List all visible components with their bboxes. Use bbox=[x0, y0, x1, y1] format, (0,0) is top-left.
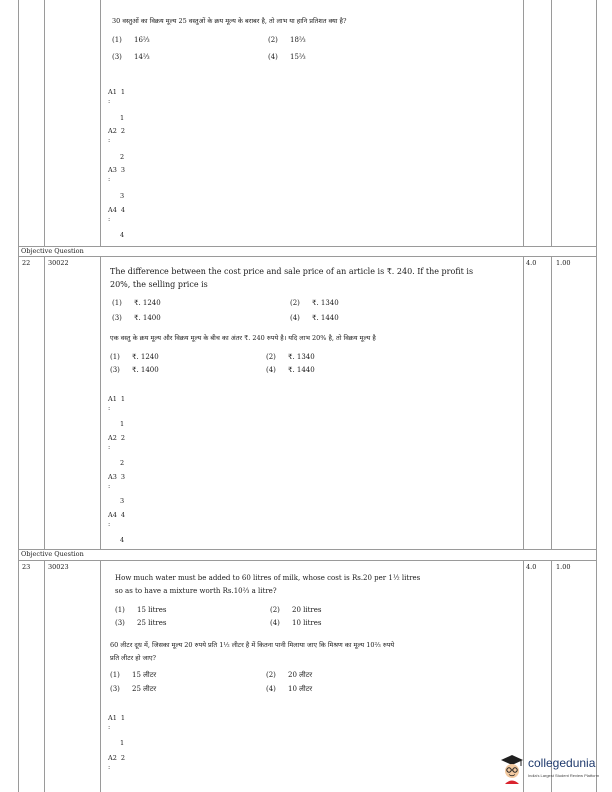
option-text: 16⅔ bbox=[134, 36, 150, 44]
negative-marks: 1.00 bbox=[556, 563, 571, 571]
option bbox=[290, 299, 339, 307]
option-text: ₹. 1240 bbox=[134, 299, 161, 307]
answer-colon: : bbox=[108, 97, 111, 105]
col-qid-border bbox=[100, 0, 101, 246]
logo-tagline: India's Largest Student Review Platform bbox=[528, 773, 600, 778]
option bbox=[266, 353, 315, 361]
option-number: (1) bbox=[112, 36, 122, 44]
option-number: (3) bbox=[115, 619, 125, 627]
row-divider bbox=[18, 246, 596, 247]
answer-option: 2 bbox=[120, 153, 125, 161]
answer-label: A2 bbox=[108, 754, 117, 762]
option bbox=[110, 685, 156, 694]
option-number: (2) bbox=[266, 671, 276, 679]
question-text-english-cont: so as to have a mixture worth Rs.10⅔ a litre? bbox=[115, 587, 277, 595]
option-number: (4) bbox=[268, 53, 278, 61]
answer-option: 1 bbox=[120, 114, 125, 122]
graduate-mascot-icon bbox=[500, 754, 524, 784]
question-text-hindi-cont: प्रति लीटर हो जाए? bbox=[110, 654, 157, 662]
right-border bbox=[596, 0, 597, 792]
option-text: 14⅔ bbox=[134, 53, 150, 61]
marks: 4.0 bbox=[526, 259, 537, 267]
option-text: ₹. 1440 bbox=[288, 366, 315, 374]
option-number: (1) bbox=[110, 353, 120, 361]
answer-row bbox=[108, 714, 125, 731]
option-number: (3) bbox=[110, 685, 120, 693]
answer-colon: : bbox=[108, 520, 111, 528]
question-type-label: Objective Question bbox=[21, 247, 84, 255]
logo-wordmark: collegedunia bbox=[528, 756, 596, 770]
option-text: ₹. 1400 bbox=[134, 314, 161, 322]
answer-value: 3 bbox=[120, 166, 125, 174]
option-text: 18⅔ bbox=[290, 36, 306, 44]
option-number: (3) bbox=[112, 53, 122, 61]
answer-colon: : bbox=[108, 482, 111, 490]
answer-row bbox=[108, 395, 125, 412]
question-text-hindi: एक वस्तु के क्रय मूल्य और विक्रय मूल्य के बीच का अंतर ₹. 240 रुपये है। यदि लाभ 20% है, तो विक्रय मूल्य है bbox=[110, 334, 376, 342]
option bbox=[110, 366, 159, 374]
answer-value: 4 bbox=[120, 206, 125, 214]
option bbox=[110, 671, 156, 680]
answer-label: A3 bbox=[108, 166, 117, 174]
option bbox=[270, 619, 322, 627]
answer-row bbox=[108, 166, 125, 183]
option bbox=[115, 606, 167, 614]
answer-label: A4 bbox=[108, 206, 117, 214]
answer-label: A1 bbox=[108, 88, 117, 96]
question-id: 30023 bbox=[48, 563, 69, 571]
answer-colon: : bbox=[108, 443, 111, 451]
option-text: 25 litres bbox=[137, 619, 167, 627]
option bbox=[266, 685, 312, 694]
option bbox=[266, 671, 312, 680]
col-sno-border bbox=[44, 256, 45, 549]
option-number: (2) bbox=[290, 299, 300, 307]
option-number: (4) bbox=[270, 619, 280, 627]
question-id: 30022 bbox=[48, 259, 69, 267]
option bbox=[112, 53, 150, 61]
col-q-border bbox=[523, 256, 524, 549]
answer-row bbox=[108, 127, 125, 144]
col-qid-border bbox=[100, 560, 101, 792]
option-text: 15 litres bbox=[137, 606, 167, 614]
option-text: 10 लीटर bbox=[288, 685, 313, 693]
answer-row bbox=[108, 434, 125, 451]
option bbox=[112, 36, 150, 44]
question-text-english: How much water must be added to 60 litres of milk, whose cost is Rs.20 per 1½ litres bbox=[115, 574, 421, 582]
col-qid-border bbox=[100, 256, 101, 549]
answer-label: A1 bbox=[108, 395, 117, 403]
option-number: (2) bbox=[270, 606, 280, 614]
answer-row bbox=[108, 206, 125, 223]
answer-colon: : bbox=[108, 175, 111, 183]
option-text: ₹. 1340 bbox=[312, 299, 339, 307]
answer-option: 4 bbox=[120, 231, 125, 239]
option-text: ₹. 1340 bbox=[288, 353, 315, 361]
row-divider bbox=[18, 560, 596, 561]
col-q-border bbox=[523, 0, 524, 246]
option bbox=[110, 353, 159, 361]
answer-option: 3 bbox=[120, 497, 125, 505]
option-number: (2) bbox=[266, 353, 276, 361]
option-number: (3) bbox=[112, 314, 122, 322]
answer-label: A2 bbox=[108, 434, 117, 442]
question-text-hindi: 30 वस्तुओं का विक्रय मूल्य 25 वस्तुओं के क्रय मूल्य के बराबर है, तो लाभ या हानि प्रतिशत क्या है? bbox=[112, 17, 347, 25]
option-text: 20 लीटर bbox=[288, 671, 313, 679]
answer-row bbox=[108, 473, 125, 490]
row-divider bbox=[18, 549, 596, 550]
option-text: 15⅔ bbox=[290, 53, 306, 61]
option-number: (4) bbox=[266, 366, 276, 374]
answer-option: 1 bbox=[120, 739, 125, 747]
answer-option: 4 bbox=[120, 536, 125, 544]
answer-label: A2 bbox=[108, 127, 117, 135]
option bbox=[112, 314, 161, 322]
question-text-english: The difference between the cost price and sale price of an article is ₹. 240. If the profit is 20%, the selling price is bbox=[110, 267, 474, 289]
answer-value: 2 bbox=[120, 754, 125, 762]
answer-row bbox=[108, 511, 125, 528]
option bbox=[266, 366, 315, 374]
answer-colon: : bbox=[108, 723, 111, 731]
answer-row bbox=[108, 88, 125, 105]
option-text: 15 लीटर bbox=[132, 671, 157, 679]
answer-option: 3 bbox=[120, 192, 125, 200]
answer-value: 2 bbox=[120, 434, 125, 442]
answer-value: 4 bbox=[120, 511, 125, 519]
option bbox=[290, 314, 339, 322]
option bbox=[115, 619, 167, 627]
answer-option: 1 bbox=[120, 420, 125, 428]
question-text-hindi: 60 लीटर दूध में, जिसका मूल्य 20 रुपये प्रति 1½ लीटर है में कितना पानी मिलाया जाए कि मिश्रण का मूल्य 10⅔ रुपये bbox=[110, 641, 395, 649]
option-text: ₹. 1400 bbox=[132, 366, 159, 374]
col-sno-border bbox=[44, 0, 45, 246]
left-border bbox=[18, 0, 19, 792]
answer-colon: : bbox=[108, 763, 111, 771]
option-text: ₹. 1440 bbox=[312, 314, 339, 322]
col-marks-border bbox=[551, 0, 552, 246]
option-number: (4) bbox=[290, 314, 300, 322]
answer-label: A4 bbox=[108, 511, 117, 519]
option bbox=[268, 53, 306, 61]
negative-marks: 1.00 bbox=[556, 259, 571, 267]
marks: 4.0 bbox=[526, 563, 537, 571]
answer-option: 2 bbox=[120, 459, 125, 467]
answer-value: 3 bbox=[120, 473, 125, 481]
option-number: (1) bbox=[110, 671, 120, 679]
collegedunia-logo bbox=[500, 752, 608, 786]
col-sno-border bbox=[44, 560, 45, 792]
col-marks-border bbox=[551, 256, 552, 549]
answer-colon: : bbox=[108, 404, 111, 412]
option-text: 10 litres bbox=[292, 619, 322, 627]
answer-row bbox=[108, 754, 125, 771]
option bbox=[112, 299, 161, 307]
question-type-label: Objective Question bbox=[21, 550, 84, 558]
option-text: 25 लीटर bbox=[132, 685, 157, 693]
row-divider bbox=[18, 256, 596, 257]
answer-colon: : bbox=[108, 215, 111, 223]
option-number: (2) bbox=[268, 36, 278, 44]
answer-value: 1 bbox=[120, 714, 125, 722]
answer-label: A1 bbox=[108, 714, 117, 722]
option-number: (3) bbox=[110, 366, 120, 374]
option bbox=[268, 36, 306, 44]
serial-number: 23 bbox=[22, 563, 31, 571]
option bbox=[270, 606, 322, 614]
option-text: ₹. 1240 bbox=[132, 353, 159, 361]
option-number: (1) bbox=[115, 606, 125, 614]
option-number: (4) bbox=[266, 685, 276, 693]
answer-colon: : bbox=[108, 136, 111, 144]
answer-label: A3 bbox=[108, 473, 117, 481]
serial-number: 22 bbox=[22, 259, 31, 267]
answer-value: 1 bbox=[120, 395, 125, 403]
option-number: (1) bbox=[112, 299, 122, 307]
option-text: 20 litres bbox=[292, 606, 322, 614]
answer-value: 2 bbox=[120, 127, 125, 135]
answer-value: 1 bbox=[120, 88, 125, 96]
